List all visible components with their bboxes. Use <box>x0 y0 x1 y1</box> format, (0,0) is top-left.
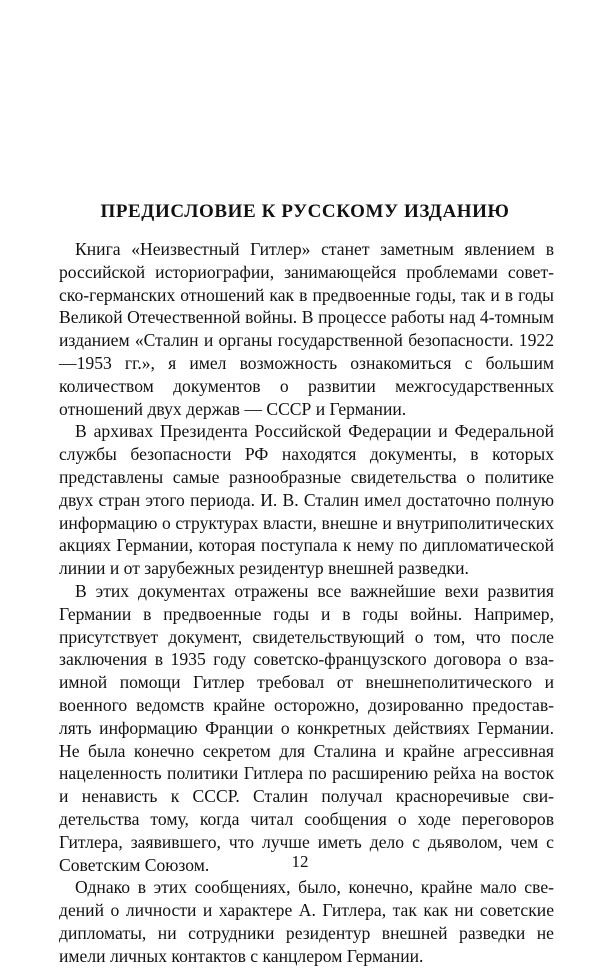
chapter-title: ПРЕДИСЛОВИЕ К РУССКОМУ ИЗДАНИЮ <box>100 201 510 222</box>
paragraph-4: Однако в этих сообщениях, было, конечно, крайне мало сведений о личности и характере А. Гитлера, так как ни советские дипломаты, ни сотрудники резидентур внешней разведки не имели личных контактов с канцлером Германии. <box>59 877 554 966</box>
paragraph-1: Книга «Неизвестный Гитлер» станет заметным явлением в российской историографии, занимающейся проблемами советско-германских отношений как в предвоенные годы, так и в годы Великой Отечественной войны. В процессе работы над 4-томным изданием «Сталин и органы государственной безопасности. 1922—1953 гг.», я имел возможность ознакомиться с большим количеством документов о развитии межгосударственных отношений двух держав — СССР и Германии. <box>59 239 554 419</box>
paragraph-2: В архивах Президента Российской Федерации и Федеральной службы безопасности РФ находятся документы, в которых представлены самые разнообразные свидетельства о политике двух стран этого периода. И. В. Сталин имел достаточно полную информацию о структурах власти, внешне и внутриполитических акциях Германии, которая поступала к нему по дипломатической линии и от зарубежных резидентур внешней разведки. <box>59 421 554 579</box>
page-number: 12 <box>291 852 309 871</box>
paragraph-3: В этих документах отражены все важнейшие вехи развития Германии в предвоенные годы и в годы войны. Например, присутствует документ, свидетельствующий о том, что после заключения в 1935 году советско-французского договора о взаимной помощи Гитлер требовал от внешнеполитического и военного ведомств крайне осторожно, дозированно предоставлять информацию Франции о конкретных действиях Германии. Не была конечно секретом для Сталина и крайне агрессивная нацеленность политики Гитлера по расширению рейха на восток и ненависть к СССР. Сталин получал красноречивые свидетельства тому, когда читал сообщения о ходе переговоров Гитлера, заявившего, что лучше иметь дело с дьяволом, чем с Советским Союзом. <box>59 580 554 875</box>
